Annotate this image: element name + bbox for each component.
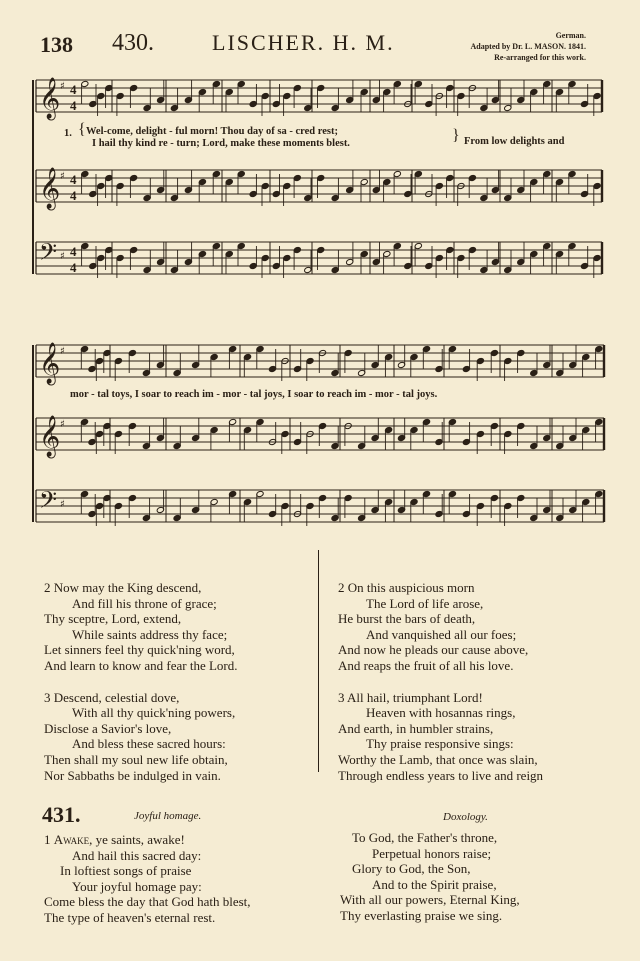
verse-line: Nor Sabbaths be indulged in vain. — [44, 767, 221, 783]
bass-clef: 𝄢 — [39, 238, 58, 271]
doxology-line: Perpetual honors raise; — [372, 845, 492, 861]
lyric-row: I hail thy kind re - turn; Lord, make these moments blest. — [92, 138, 350, 149]
verse-line: 3 All hail, triumphant Lord! — [338, 689, 483, 705]
column-divider — [318, 550, 319, 772]
hymn-431-number: 431. — [42, 802, 81, 827]
time-signature-bottom: 4 — [70, 188, 77, 203]
verse-line: Heaven with hosannas rings, — [366, 705, 516, 721]
sharp-sign: ♯ — [60, 171, 65, 182]
verse-line: And learn to know and fear the Lord. — [44, 657, 238, 673]
verse-number: 2 — [338, 580, 345, 595]
time-signature-top: 4 — [70, 82, 77, 97]
verse-line: And vanquished all our foes; — [366, 626, 517, 642]
hymn-number: 430. — [112, 30, 154, 56]
treble-clef: 𝄞 — [39, 343, 61, 384]
sharp-sign: ♯ — [60, 499, 65, 510]
verse-line: In loftiest songs of praise — [60, 863, 192, 879]
verse-line: Disclose a Savior's love, — [44, 720, 172, 736]
verse-line: 3 Descend, celestial dove, — [44, 689, 180, 705]
lyric-continuation: From low delights and — [464, 136, 565, 147]
verse-line: The type of heaven's eternal rest. — [44, 909, 216, 925]
verse-line: 2 Now may the King descend, — [44, 580, 202, 595]
verse-line: 2 On this auspicious morn — [338, 580, 475, 595]
verse-line: While saints address thy face; — [72, 626, 228, 642]
verse-line: Let sinners feel thy quick'ning word, — [44, 642, 235, 658]
brace-open: { — [78, 121, 86, 138]
verse-line: Thy sceptre, Lord, extend, — [44, 611, 182, 627]
verse-number: 1 — [44, 832, 51, 847]
sharp-sign: ♯ — [60, 419, 65, 430]
time-signature-bottom: 4 — [70, 98, 77, 113]
verse-line: Through endless years to live and reign — [338, 767, 544, 783]
sharp-sign: ♯ — [60, 251, 65, 262]
verse-line: And now he pleads our cause above, — [338, 642, 529, 658]
doxology-line: And to the Spirit praise, — [372, 876, 497, 892]
lyric-row: mor - tal toys, I soar to reach im - mor - tal joys, I soar to reach im - mor - tal joys. — [70, 389, 438, 400]
verse-line: And earth, in humbler strains, — [338, 720, 494, 736]
doxology-line: To God, the Father's throne, — [352, 830, 498, 845]
doxology-line: Thy everlasting praise we sing. — [340, 907, 503, 923]
verse-line: And bless these sacred hours: — [72, 736, 226, 752]
verse-line: Worthy the Lamb, that once was slain, — [338, 751, 538, 767]
verse-line: He burst the bars of death, — [338, 611, 476, 627]
verse-line: Then shall my soul new life obtain, — [44, 751, 228, 767]
time-signature-top: 4 — [70, 172, 77, 187]
verse-line: Come bless the day that God hath blest, — [44, 894, 251, 910]
page-number: 138 — [40, 32, 73, 57]
verse-line: The Lord of life arose, — [366, 595, 484, 611]
doxology — [340, 830, 520, 924]
hymn-431-verse — [44, 832, 251, 926]
bass-clef: 𝄢 — [39, 486, 58, 519]
verse-number: 3 — [338, 689, 345, 705]
lyric-row: Wel-come, delight - ful morn! Thou day of sa - cred rest; — [86, 126, 338, 137]
attribution-line: German. — [555, 31, 586, 40]
verses-left — [44, 580, 238, 783]
treble-clef: 𝄞 — [39, 78, 61, 119]
verse-line: Your joyful homage pay: — [72, 878, 202, 894]
hymn-431-subtitle: Joyful homage. — [134, 810, 202, 822]
verse-line: Thy praise responsive sings: — [366, 736, 514, 752]
doxology-line: Glory to God, the Son, — [352, 861, 471, 877]
verse-line: And hail this sacred day: — [72, 847, 202, 863]
treble-clef: 𝄞 — [39, 168, 61, 209]
verse-line: 1 Awake, ye saints, awake! — [44, 832, 185, 847]
sharp-sign: ♯ — [60, 346, 65, 357]
brace-close: } — [452, 127, 460, 144]
time-signature-top: 4 — [70, 244, 77, 259]
time-signature-bottom: 4 — [70, 260, 77, 275]
treble-clef: 𝄞 — [39, 416, 61, 457]
verse-number: 2 — [44, 580, 51, 595]
verse-line: And fill his throne of grace; — [72, 595, 217, 611]
verse-number: 3 — [44, 689, 51, 705]
doxology-title: Doxology. — [443, 811, 488, 823]
verse-number: 1. — [64, 128, 72, 139]
first-word: Awake, — [53, 832, 93, 847]
tune-name: LISCHER. H. M. — [212, 30, 395, 55]
verse-line: And reaps the fruit of all his love. — [338, 657, 514, 673]
attribution-line: Adapted by Dr. L. MASON. 1841. — [470, 42, 586, 51]
attribution-line: Re-arranged for this work. — [494, 53, 586, 62]
verses-right — [338, 580, 543, 783]
doxology-line: With all our powers, Eternal King, — [340, 892, 520, 908]
sharp-sign: ♯ — [60, 81, 65, 92]
verse-line: With all thy quick'ning powers, — [72, 705, 236, 721]
